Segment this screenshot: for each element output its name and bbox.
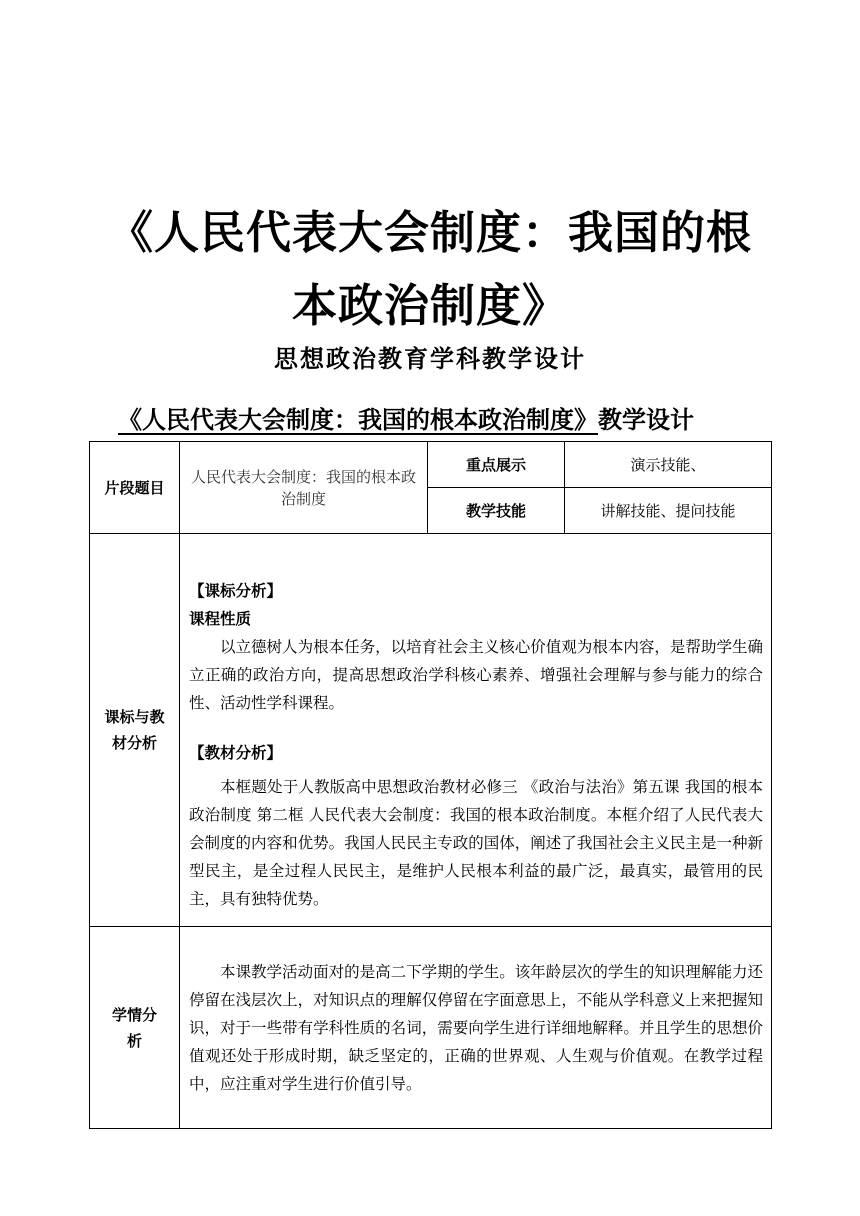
curriculum-label-line-1: 课标与教 [104,708,165,726]
focus-label: 重点展示 [428,442,565,488]
lesson-plan-table [89,441,772,1129]
student-label-line-1: 学情分 [111,1005,157,1024]
table-row [90,534,772,927]
curriculum-heading: 【课标分析】 [189,582,283,600]
lesson-heading-title: 《人民代表大会制度：我国的根本政治制度》 [118,406,598,434]
focus-value: 演示技能、 [565,442,772,488]
student-analysis-content [180,927,772,1129]
segment-label: 片段题目 [90,442,180,534]
textbook-heading: 【教材分析】 [189,744,283,762]
table-row [90,442,772,488]
textbook-text: 本框题处于人教版高中思想政治教材必修三 《政治与法治》第五课 我国的根本政治制度 第二框 人民代表大会制度：我国的根本政治制度。本框介绍了人民代表大会制度的内容和优势。我国人民民主专政的国体，阐述了我国社会主义民主是一种新型民主，是全过程人民民主，是维护人民根本利益的最广泛，最真实，最管用的民主，具有独特优势。 [189,778,763,908]
student-label-line-2: 析 [126,1031,142,1050]
document-subtitle: 思想政治教育学科教学设计 [274,344,586,373]
table-row [90,927,772,1129]
student-analysis-text: 本课教学活动面对的是高二下学期的学生。该年龄层次的学生的知识理解能力还停留在浅层次上，对知识点的理解仅停留在字面意思上，不能从学科意义上来把握知识，对于一些带有学科性质的名词，需要向学生进行详细地解释。并且学生的思想价值观还处于形成时期，缺乏坚定的，正确的世界观、人生观与价值观。在教学过程中，应注重对学生进行价值引导。 [189,962,763,1093]
lesson-heading-suffix: 教学设计 [598,406,694,434]
course-nature-text: 以立德树人为根本任务，以培育社会主义核心价值观为根本内容，是帮助学生确立正确的政治方向，提高思想政治学科核心素养、增强社会理解与参与能力的综合性、活动性学科课程。 [189,638,763,712]
curriculum-label-line-2: 材分析 [111,734,157,752]
document-title-line-2: 本政治制度》 [291,279,568,332]
skill-label: 教学技能 [428,488,565,534]
lesson-heading [118,404,694,436]
course-nature-heading: 课程性质 [189,610,252,628]
skill-value: 讲解技能、提问技能 [565,488,772,534]
curriculum-content [180,534,772,927]
student-analysis-label [90,927,180,1129]
document-title-line-1: 《人民代表大会制度：我国的根 [107,206,752,259]
curriculum-label [90,534,180,927]
segment-value: 人民代表大会制度：我国的根本政治制度 [180,442,428,534]
